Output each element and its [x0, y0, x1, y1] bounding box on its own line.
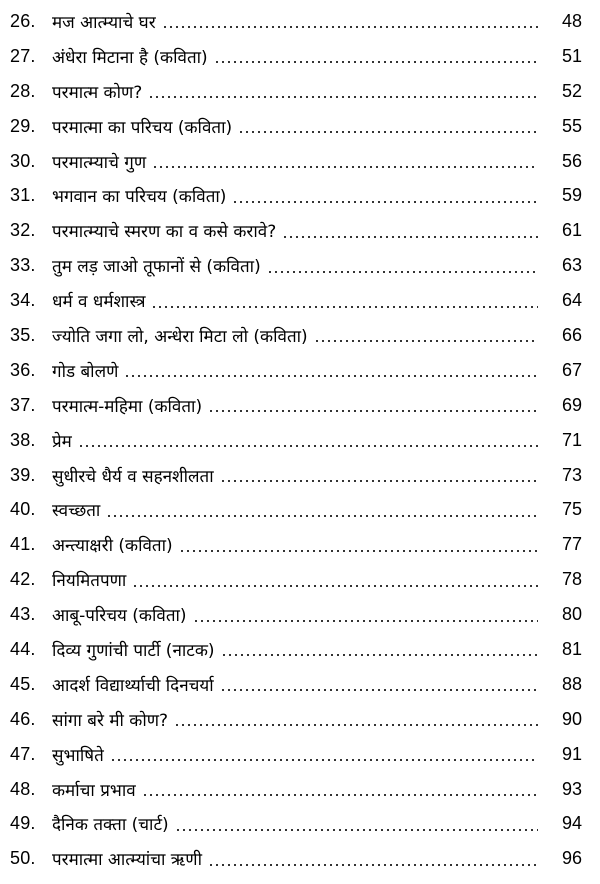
- dot-leader: [110, 759, 538, 761]
- toc-entry-title: तुम लड़ जाओ तूफानों से (कविता): [52, 257, 261, 278]
- toc-entry-number: 34.: [10, 290, 36, 311]
- toc-entry-title: परमात्म्याचे गुण: [52, 152, 147, 173]
- toc-entry-page-number: 69: [561, 394, 582, 415]
- dot-leader: [175, 829, 538, 831]
- toc-entry-page-number: 96: [561, 848, 582, 869]
- toc-entry-title: स्वच्छता: [52, 501, 101, 522]
- toc-entry: [10, 109, 582, 144]
- toc-entry-number: 45.: [10, 673, 36, 694]
- toc-entry-title: आबू-परिचय (कविता): [52, 606, 187, 627]
- toc-entry-title: परमात्मा आत्म्यांचा ऋणी: [52, 850, 203, 871]
- toc-entry: [10, 213, 582, 248]
- dot-leader: [142, 794, 538, 796]
- toc-entry-title: कर्माचा प्रभाव: [52, 780, 136, 801]
- toc-entry-page-number: 78: [561, 569, 582, 590]
- toc-entry: [10, 597, 582, 632]
- toc-entry-title: ज्योति जगा लो, अन्धेरा मिटा लो (कविता): [52, 326, 308, 347]
- dot-leader: [282, 236, 538, 238]
- toc-entry-title: भगवान का परिचय (कविता): [52, 187, 227, 208]
- toc-entry: [10, 737, 582, 772]
- toc-entry: [10, 806, 582, 841]
- toc-entry-page-number: 91: [561, 743, 582, 764]
- toc-entry-page-number: 63: [561, 255, 582, 276]
- toc-entry: [10, 702, 582, 737]
- toc-entry-title: दिव्य गुणांची पार्टी (नाटक): [52, 640, 215, 661]
- dot-leader: [106, 515, 538, 517]
- toc-entry-page-number: 61: [561, 220, 582, 241]
- toc-entry: [10, 178, 582, 213]
- toc-entry-title: सुभाषिते: [52, 745, 104, 766]
- dot-leader: [151, 306, 538, 308]
- toc-entry-page-number: 64: [561, 290, 582, 311]
- toc-entry: [10, 841, 582, 876]
- dot-leader: [267, 271, 538, 273]
- toc-entry-page-number: 73: [561, 464, 582, 485]
- toc-entry-title: गोड बोलणे: [52, 361, 119, 382]
- dot-leader: [221, 654, 538, 656]
- toc-entry-number: 30.: [10, 150, 36, 171]
- toc-entry: [10, 562, 582, 597]
- toc-entry-title: सांगा बरे मी कोण?: [52, 710, 169, 731]
- dot-leader: [179, 550, 538, 552]
- toc-entry-page-number: 56: [561, 150, 582, 171]
- toc-entry-number: 31.: [10, 185, 36, 206]
- toc-entry: [10, 423, 582, 458]
- toc-entry-number: 36.: [10, 359, 36, 380]
- table-of-contents: [10, 4, 582, 876]
- toc-entry-page-number: 59: [561, 185, 582, 206]
- toc-entry-page-number: 52: [561, 80, 582, 101]
- toc-entry-page-number: 80: [561, 604, 582, 625]
- toc-entry-title: आदर्श विद्यार्थ्याची दिनचर्या: [52, 675, 214, 696]
- toc-entry-number: 28.: [10, 80, 36, 101]
- toc-entry-number: 43.: [10, 604, 36, 625]
- toc-entry: [10, 388, 582, 423]
- dot-leader: [148, 96, 538, 98]
- toc-entry-page-number: 93: [561, 778, 582, 799]
- toc-entry-number: 35.: [10, 324, 36, 345]
- dot-leader: [232, 201, 538, 203]
- dot-leader: [314, 340, 538, 342]
- toc-entry-title: अन्त्याक्षरी (कविता): [52, 536, 173, 557]
- toc-entry-number: 49.: [10, 813, 36, 834]
- toc-entry-title: परमात्मा का परिचय (कविता): [52, 117, 233, 138]
- toc-entry-page-number: 51: [561, 45, 582, 66]
- dot-leader: [174, 724, 538, 726]
- toc-entry: [10, 632, 582, 667]
- toc-entry-page-number: 55: [561, 115, 582, 136]
- toc-entry-title: धर्म व धर्मशास्त्र: [52, 292, 146, 313]
- toc-entry-title: मज आत्म्याचे घर: [52, 12, 156, 33]
- toc-entry: [10, 144, 582, 179]
- toc-entry-number: 50.: [10, 848, 36, 869]
- toc-entry-title: अंधेरा मिटाना है (कविता): [52, 47, 208, 68]
- toc-entry-page-number: 88: [561, 673, 582, 694]
- dot-leader: [238, 131, 538, 133]
- toc-entry-number: 42.: [10, 569, 36, 590]
- toc-entry-number: 33.: [10, 255, 36, 276]
- toc-entry-page-number: 48: [561, 10, 582, 31]
- toc-entry-title: सुधीरचे धैर्य व सहनशीलता: [52, 466, 214, 487]
- toc-entry-number: 27.: [10, 45, 36, 66]
- toc-entry-number: 38.: [10, 429, 36, 450]
- dot-leader: [208, 864, 538, 866]
- toc-entry-page-number: 66: [561, 324, 582, 345]
- toc-entry-number: 47.: [10, 743, 36, 764]
- dot-leader: [220, 689, 538, 691]
- toc-entry: [10, 667, 582, 702]
- toc-entry-page-number: 75: [561, 499, 582, 520]
- toc-entry-number: 48.: [10, 778, 36, 799]
- toc-entry-number: 40.: [10, 499, 36, 520]
- toc-entry-title: परमात्म्याचे स्मरण का व कसे करावे?: [52, 222, 277, 243]
- toc-entry-title: प्रेम: [52, 431, 72, 452]
- toc-entry: [10, 248, 582, 283]
- toc-entry-page-number: 77: [561, 534, 582, 555]
- toc-entry-page-number: 90: [561, 708, 582, 729]
- dot-leader: [78, 445, 538, 447]
- toc-entry-number: 32.: [10, 220, 36, 241]
- toc-entry-title: दैनिक तक्ता (चार्ट): [52, 815, 169, 836]
- toc-entry-page-number: 67: [561, 359, 582, 380]
- toc-entry-page-number: 71: [561, 429, 582, 450]
- dot-leader: [152, 166, 538, 168]
- dot-leader: [162, 26, 538, 28]
- toc-entry: [10, 353, 582, 388]
- dot-leader: [124, 375, 538, 377]
- dot-leader: [214, 61, 538, 63]
- toc-entry: [10, 318, 582, 353]
- toc-entry: [10, 458, 582, 493]
- toc-entry-number: 37.: [10, 394, 36, 415]
- toc-entry: [10, 39, 582, 74]
- toc-entry: [10, 527, 582, 562]
- toc-entry-number: 44.: [10, 638, 36, 659]
- toc-entry-number: 26.: [10, 10, 36, 31]
- toc-entry: [10, 74, 582, 109]
- toc-entry: [10, 492, 582, 527]
- toc-entry-page-number: 81: [561, 638, 582, 659]
- toc-entry-title: परमात्म-महिमा (कविता): [52, 396, 203, 417]
- toc-entry-title: नियमितपणा: [52, 571, 127, 592]
- toc-entry: [10, 4, 582, 39]
- toc-entry: [10, 772, 582, 807]
- toc-entry: [10, 283, 582, 318]
- dot-leader: [220, 480, 538, 482]
- dot-leader: [193, 620, 538, 622]
- toc-entry-number: 41.: [10, 534, 36, 555]
- toc-entry-page-number: 94: [561, 813, 582, 834]
- toc-entry-title: परमात्म कोण?: [52, 82, 143, 103]
- dot-leader: [132, 585, 538, 587]
- toc-entry-number: 46.: [10, 708, 36, 729]
- dot-leader: [208, 410, 538, 412]
- toc-entry-number: 39.: [10, 464, 36, 485]
- toc-entry-number: 29.: [10, 115, 36, 136]
